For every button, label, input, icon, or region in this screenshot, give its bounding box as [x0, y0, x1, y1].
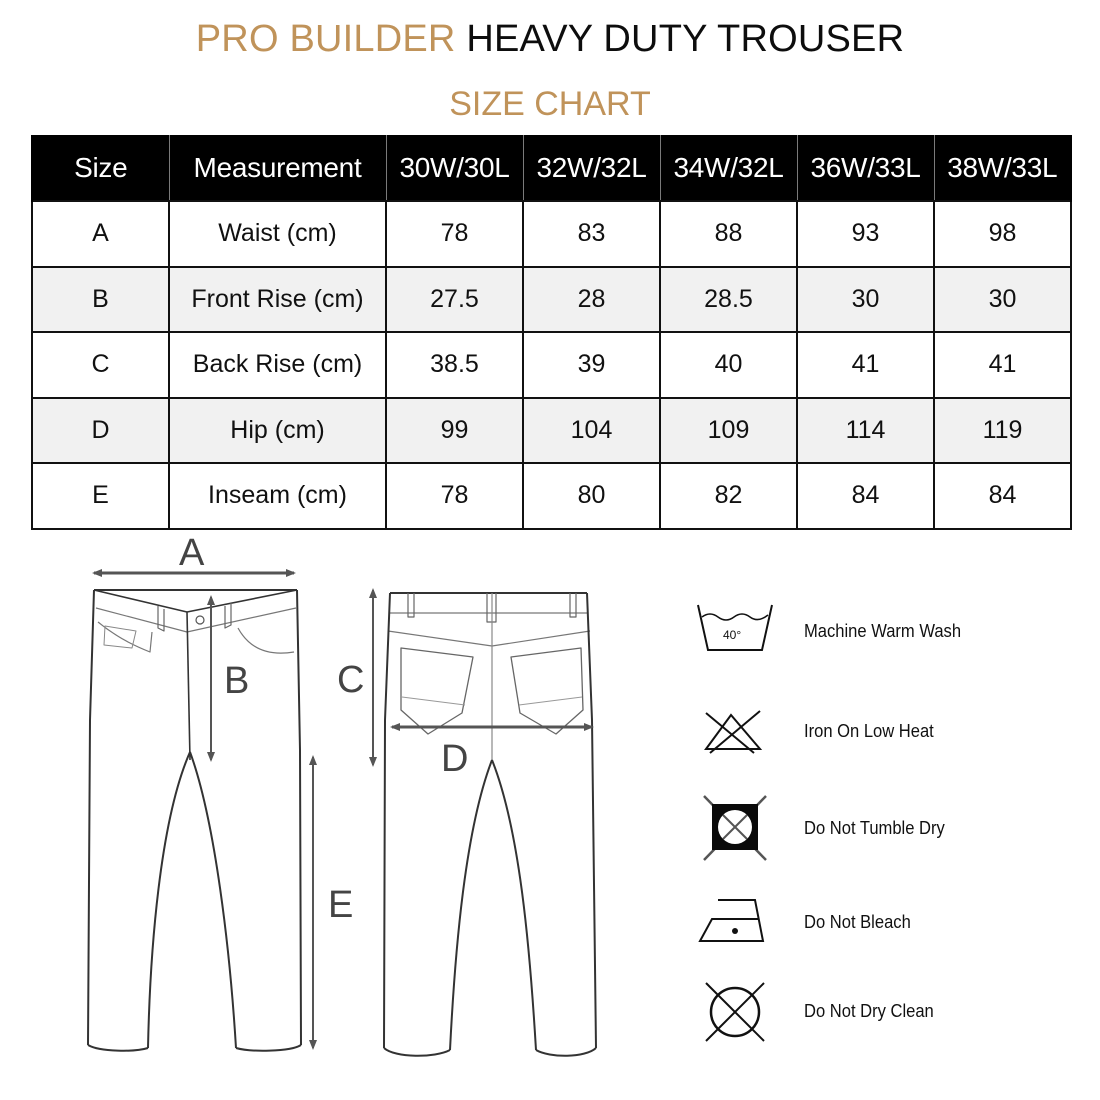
- size-chart-table: [31, 135, 1072, 530]
- care-label: Do Not Tumble Dry: [804, 818, 945, 838]
- cell-size-code: B: [32, 267, 169, 333]
- wash-40-icon: [690, 593, 780, 673]
- table-header-row: [32, 135, 1071, 201]
- cell-measurement: Back Rise (cm): [169, 332, 386, 398]
- trouser-diagram-svg: [0, 530, 660, 1100]
- care-item: [690, 885, 1090, 965]
- cell-measurement: Hip (cm): [169, 398, 386, 464]
- cell-size-code: E: [32, 463, 169, 529]
- cell-measurement: Inseam (cm): [169, 463, 386, 529]
- column-header-size-30w30l: 30W/30L: [386, 135, 523, 201]
- dimension-label-e: E: [328, 884, 354, 926]
- cell-value: 38.5: [386, 332, 523, 398]
- trouser-back-icon: [384, 593, 596, 1056]
- trouser-front-icon: [88, 590, 301, 1051]
- cell-size-code: A: [32, 201, 169, 267]
- dimension-label-a: A: [179, 532, 205, 574]
- cell-value: 84: [934, 463, 1071, 529]
- measurement-diagram: [0, 530, 660, 1100]
- dimension-label-c: C: [337, 659, 365, 701]
- cell-value: 93: [797, 201, 934, 267]
- care-item: [690, 975, 1090, 1055]
- cell-value: 80: [523, 463, 660, 529]
- cell-value: 84: [797, 463, 934, 529]
- cell-value: 27.5: [386, 267, 523, 333]
- table-row: [32, 201, 1071, 267]
- cell-value: 99: [386, 398, 523, 464]
- care-item: [690, 693, 1090, 773]
- dimension-label-b: B: [224, 660, 250, 702]
- cell-measurement: Front Rise (cm): [169, 267, 386, 333]
- cell-value: 88: [660, 201, 797, 267]
- cell-measurement: Waist (cm): [169, 201, 386, 267]
- dimension-label-d: D: [441, 738, 469, 780]
- cell-value: 78: [386, 201, 523, 267]
- cell-value: 82: [660, 463, 797, 529]
- table-row: [32, 267, 1071, 333]
- column-header-size-38w33l: 38W/33L: [934, 135, 1071, 201]
- cell-value: 41: [934, 332, 1071, 398]
- care-label: Iron On Low Heat: [804, 721, 934, 741]
- table-row: [32, 398, 1071, 464]
- cell-value: 40: [660, 332, 797, 398]
- column-header-size-32w32l: 32W/32L: [523, 135, 660, 201]
- cell-size-code: D: [32, 398, 169, 464]
- cell-value: 109: [660, 398, 797, 464]
- column-header-size: Size: [32, 135, 169, 201]
- cell-value: 28.5: [660, 267, 797, 333]
- page-title: [0, 16, 1100, 62]
- cell-size-code: C: [32, 332, 169, 398]
- column-header-measurement: Measurement: [169, 135, 386, 201]
- column-header-size-34w32l: 34W/32L: [660, 135, 797, 201]
- cell-value: 104: [523, 398, 660, 464]
- cell-value: 114: [797, 398, 934, 464]
- cell-value: 30: [934, 267, 1071, 333]
- no-bleach-triangle-icon: [690, 693, 780, 773]
- table-row: [32, 463, 1071, 529]
- no-dry-clean-icon: [690, 975, 780, 1055]
- no-tumble-dry-icon: [690, 788, 780, 868]
- care-label: Do Not Bleach: [804, 912, 911, 932]
- table-row: [32, 332, 1071, 398]
- size-chart-subtitle: SIZE CHART: [449, 85, 651, 123]
- care-item: [690, 788, 1090, 868]
- cell-value: 30: [797, 267, 934, 333]
- cell-value: 83: [523, 201, 660, 267]
- column-header-size-36w33l: 36W/33L: [797, 135, 934, 201]
- care-label: Machine Warm Wash: [804, 621, 962, 641]
- iron-low-icon: [690, 885, 780, 965]
- care-item: [690, 593, 1090, 673]
- cell-value: 39: [523, 332, 660, 398]
- cell-value: 41: [797, 332, 934, 398]
- title-brand: PRO BUILDER: [195, 18, 456, 60]
- cell-value: 78: [386, 463, 523, 529]
- cell-value: 28: [523, 267, 660, 333]
- care-label: Do Not Dry Clean: [804, 1001, 934, 1021]
- cell-value: 98: [934, 201, 1071, 267]
- svg-text:40°: 40°: [723, 628, 742, 642]
- cell-value: 119: [934, 398, 1071, 464]
- title-product: HEAVY DUTY TROUSER: [466, 18, 905, 60]
